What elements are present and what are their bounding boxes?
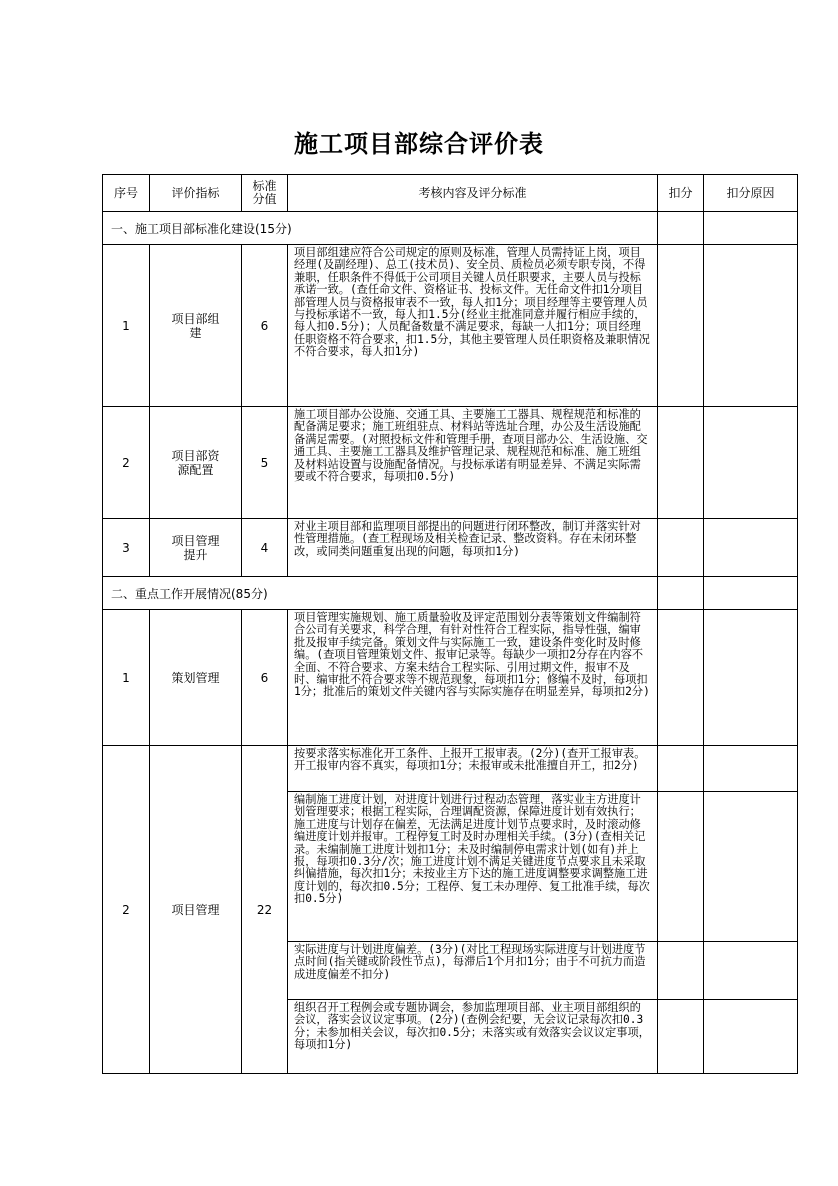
row-score: 4 [242, 519, 288, 577]
row-criteria [288, 519, 658, 577]
row-indicator [150, 519, 242, 577]
row-seq: 3 [103, 519, 150, 577]
criteria-text: 实际进度与计划进度偏差。(3分)(对比工程现场实际进度与计划进度节点时间(指关键或阶段性节点)，每滞后1个月扣1分；由于不可抗力而造成进度偏差不扣分) [294, 943, 646, 981]
table-row [103, 519, 798, 577]
section-1-label: 一、施工项目部标准化建设(15分) [103, 212, 658, 245]
deduct-cell[interactable] [658, 245, 704, 407]
header-indicator: 评价指标 [150, 175, 242, 212]
reason-cell[interactable] [704, 212, 798, 245]
row-criteria [288, 610, 658, 746]
table-row [103, 245, 798, 407]
reason-cell[interactable] [704, 577, 798, 610]
section-row [103, 212, 798, 245]
row-score: 5 [242, 407, 288, 519]
reason-cell[interactable] [704, 519, 798, 577]
row-seq: 1 [103, 610, 150, 746]
table-row [103, 746, 798, 792]
row-seq: 2 [103, 407, 150, 519]
table-row [103, 407, 798, 519]
row-seq: 1 [103, 245, 150, 407]
row-score: 6 [242, 245, 288, 407]
row-indicator [150, 407, 242, 519]
evaluation-table [102, 174, 798, 1074]
deduct-cell[interactable] [658, 942, 704, 1000]
reason-cell[interactable] [704, 610, 798, 746]
row-criteria [288, 245, 658, 407]
deduct-cell[interactable] [658, 610, 704, 746]
row-score: 6 [242, 610, 288, 746]
header-deduct: 扣分 [658, 175, 704, 212]
row-criteria [288, 407, 658, 519]
criteria-text: 编制施工进度计划，对进度计划进行过程动态管理，落实业主方进度计划管理要求；根据工程实际，合理调配资源，保障进度计划有效执行；施工进度与计划存在偏差，无法满足进度计划节点要求时，及时滚动修编进度计划并报审。工程停复工时及时办理相关手续。(3分)(查相关记录。未编制施工进度计划扣1分；未及时编制停电需求计划(如有)并上报，每项扣0.3分/次；施工进度计划不满足关键进度节点要求且未采取纠偏措施，每次扣1分；未按业主方下达的施工进度调整要求调整施工进度计划的，每次扣0.5分；工程停、复工未办理停、复工批准手续，每次扣0.5分) [294, 793, 650, 906]
criteria-text: 施工项目部办公设施、交通工具、主要施工工器具、规程规范和标准的配备满足要求；施工班组驻点、材料站等选址合理，办公及生活设施配备满足需要。(对照投标文件和管理手册，查项目部办公、生活设施、交通工具、主要施工工器具及维护管理记录、规程规范和标准、施工班组及材料站设置与设施配备情况。与投标承诺有明显差异、不满足实际需要或不符合要求，每项扣0.5分) [294, 408, 648, 484]
row-indicator: 项目管理 [150, 746, 242, 1074]
indicator-text: 项目管理提升 [171, 533, 220, 562]
deduct-cell[interactable] [658, 792, 704, 942]
deduct-cell[interactable] [658, 1000, 704, 1074]
indicator-text: 项目部资源配置 [171, 448, 220, 477]
reason-cell[interactable] [704, 792, 798, 942]
criteria-text: 组织召开工程例会或专题协调会，参加监理项目部、业主项目部组织的会议，落实会议议定事项。(2分)(查例会纪要，无会议记录每次扣0.3分；未参加相关会议，每次扣0.5分；未落实或有效落实会议议定事项，每项扣1分) [294, 1001, 650, 1052]
deduct-cell[interactable] [658, 519, 704, 577]
reason-cell[interactable] [704, 245, 798, 407]
criteria-text: 项目管理实施规划、施工质量验收及评定范围划分表等策划文件编制符合公司有关要求，科学合理，有针对性符合工程实际，指导性强，编审批及报审手续完备。策划文件与实际施工一致，建设条件变化时及时修编。(查项目管理策划文件、报审记录等。每缺少一项扣2分存在内容不全面、不符合要求、方案未结合工程实际、引用过期文件，报审不及时、编审批不符合要求等不规范现象，每项扣1分；修编不及时，每项扣1分；批准后的策划文件关键内容与实际实施存在明显差异，每项扣2分) [294, 611, 650, 699]
section-2-label: 二、重点工作开展情况(85分) [103, 577, 658, 610]
deduct-cell[interactable] [658, 577, 704, 610]
header-score-label: 标准分值 [252, 179, 277, 206]
row-indicator: 策划管理 [150, 610, 242, 746]
deduct-cell[interactable] [658, 746, 704, 792]
header-score [242, 175, 288, 212]
row-criteria [288, 792, 658, 942]
row-criteria [288, 746, 658, 792]
row-indicator [150, 245, 242, 407]
indicator-text: 项目部组建 [171, 311, 220, 340]
deduct-cell[interactable] [658, 212, 704, 245]
row-criteria [288, 1000, 658, 1074]
header-seq: 序号 [103, 175, 150, 212]
row-criteria [288, 942, 658, 1000]
criteria-text: 项目部组建应符合公司规定的原则及标准，管理人员需持证上岗，项目经理(及副经理)、总工(技术员)、安全员、质检员必须专职专岗，不得兼职，任职条件不得低于公司项目关键人员任职要求，主要人员与投标承诺一致。(查任命文件、资格证书、投标文件。无任命文件扣1分项目部管理人员与资格报审表不一致，每人扣1分；项目经理等主要管理人员与投标承诺不一致，每人扣1.5分(经业主批准同意并履行相应手续的，每人扣0.5分)；人员配备数量不满足要求，每缺一人扣1分；项目经理任职资格不符合要求，扣1.5分，其他主要管理人员任职资格及兼职情况不符合要求，每人扣1分) [294, 246, 650, 359]
criteria-text: 按要求落实标准化开工条件、上报开工报审表。(2分)(查开工报审表。开工报审内容不真实，每项扣1分；未报审或未批准擅自开工，扣2分) [294, 747, 646, 773]
deduct-cell[interactable] [658, 407, 704, 519]
header-reason: 扣分原因 [704, 175, 798, 212]
table-row [103, 610, 798, 746]
reason-cell[interactable] [704, 407, 798, 519]
reason-cell[interactable] [704, 942, 798, 1000]
header-row [103, 175, 798, 212]
reason-cell[interactable] [704, 1000, 798, 1074]
header-criteria: 考核内容及评分标准 [288, 175, 658, 212]
page-title: 施工项目部综合评价表 [294, 129, 544, 158]
row-score: 22 [242, 746, 288, 1074]
criteria-text: 对业主项目部和监理项目部提出的问题进行闭环整改，制订并落实针对性管理措施。(查工程现场及相关检查记录、整改资料。存在未闭环整改，或同类问题重复出现的问题，每项扣1分) [294, 520, 641, 558]
reason-cell[interactable] [704, 746, 798, 792]
row-seq: 2 [103, 746, 150, 1074]
section-row [103, 577, 798, 610]
